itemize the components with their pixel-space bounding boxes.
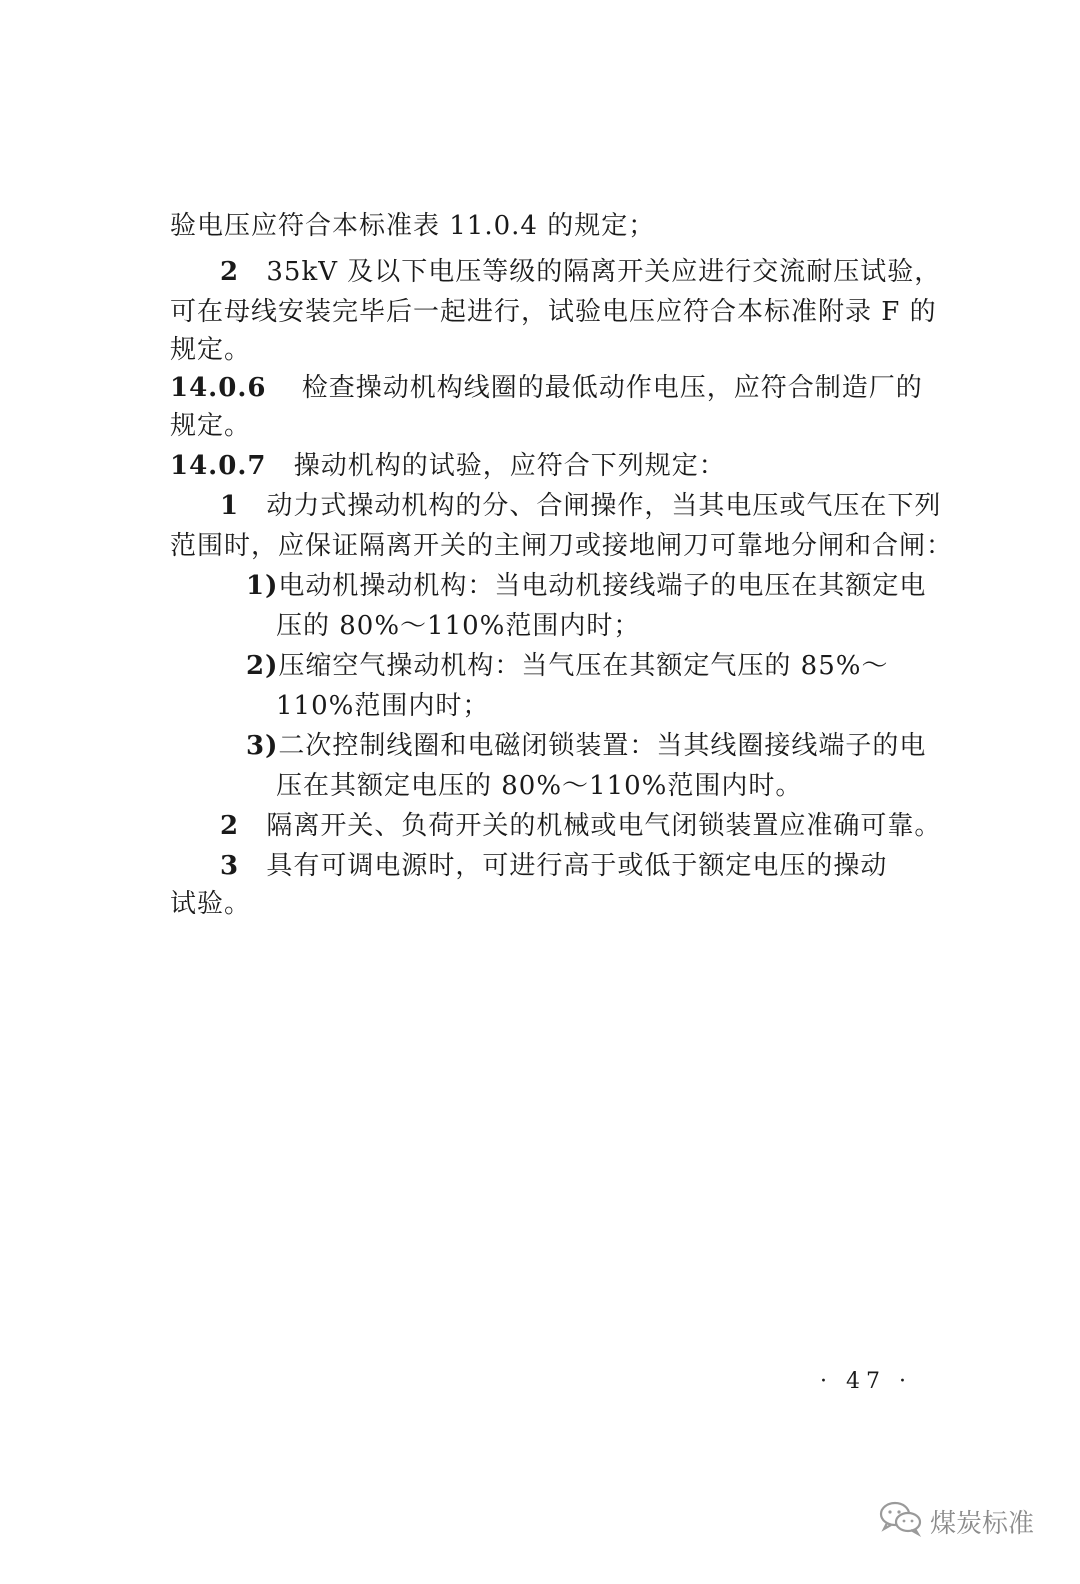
item-number: 2	[220, 257, 240, 287]
line-text: 试验。	[170, 889, 252, 919]
line-text: 压缩空气操动机构：当气压在其额定气压的 85%～	[278, 651, 889, 681]
line-text: 隔离开关、负荷开关的机械或电气闭锁装置应准确可靠。	[266, 811, 942, 841]
sub-item-number: 3)	[246, 731, 279, 761]
watermark	[878, 1498, 1034, 1545]
line-text: 检查操动机构线圈的最低动作电压，应符合制造厂的	[301, 373, 923, 403]
watermark-text: 煤炭标准	[930, 1509, 1035, 1539]
line-text: 规定。	[170, 411, 252, 441]
text-line	[276, 606, 640, 646]
text-line	[170, 368, 923, 408]
line-text: 二次控制线圈和电磁闭锁装置：当其线圈接线端子的电	[278, 731, 927, 761]
line-text: 范围时，应保证隔离开关的主闸刀或接地闸刀可靠地分闸和合闸：	[170, 531, 954, 561]
text-line	[170, 446, 726, 486]
text-line	[276, 766, 802, 806]
line-text: 电动机操动机构：当电动机接线端子的电压在其额定电	[278, 571, 927, 601]
line-text: 可在母线安装完毕后一起进行，试验电压应符合本标准附录 F 的	[170, 297, 937, 327]
line-text: 压在其额定电压的 80%～110%范围内时。	[276, 771, 803, 801]
clause-number: 14.0.7	[170, 451, 267, 481]
line-text: 规定。	[170, 335, 252, 365]
line-text: 35kV 及以下电压等级的隔离开关应进行交流耐压试验，	[266, 257, 942, 287]
line-text: 110%范围内时；	[276, 691, 490, 721]
item-number: 1	[220, 491, 240, 521]
text-line	[276, 686, 489, 726]
wechat-icon	[878, 1498, 924, 1545]
sub-item-number: 1)	[246, 571, 279, 601]
line-text: 具有可调电源时，可进行高于或低于额定电压的操动	[266, 851, 888, 881]
item-number: 3	[220, 851, 240, 881]
text-line	[170, 206, 655, 246]
text-line	[170, 406, 251, 446]
text-line	[246, 646, 888, 686]
clause-number: 14.0.6	[170, 373, 267, 403]
text-line	[246, 726, 926, 766]
text-line	[170, 292, 937, 332]
line-text: 动力式操动机构的分、合闸操作，当其电压或气压在下列	[266, 491, 942, 521]
line-text: 验电压应符合本标准表 11.0.4 的规定；	[170, 211, 656, 241]
text-line	[170, 330, 251, 370]
text-line	[220, 252, 941, 292]
sub-item-number: 2)	[246, 651, 279, 681]
text-line	[246, 566, 926, 606]
text-line	[220, 846, 887, 886]
text-line	[170, 884, 251, 924]
item-number: 2	[220, 811, 240, 841]
line-text: 压的 80%～110%范围内时；	[276, 611, 641, 641]
text-line	[170, 526, 953, 566]
text-line	[220, 806, 941, 846]
line-text: 操动机构的试验，应符合下列规定：	[293, 451, 726, 481]
text-line	[220, 486, 941, 526]
page-number: · 47 ·	[820, 1369, 912, 1394]
